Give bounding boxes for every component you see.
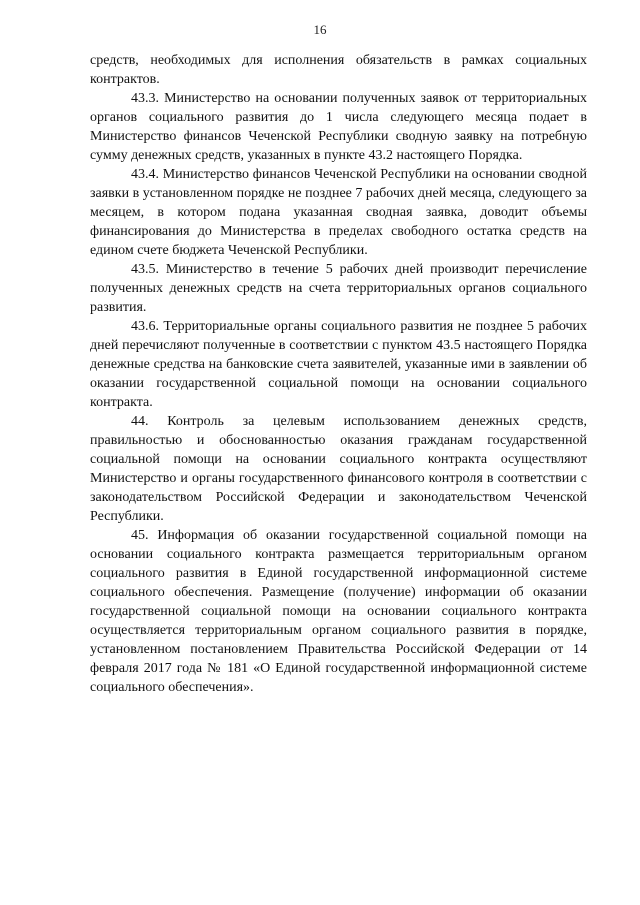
page-number: 16 xyxy=(313,22,327,37)
paragraph-continuation: средств, необходимых для исполнения обязательств в рамках социальных контрактов. xyxy=(90,53,587,87)
paragraph-43-4: 43.4. Министерство финансов Чеченской Республики на основании сводной заявки в установленном порядке не позднее 7 рабочих дней месяца, следующего за месяцем, в котором подана указанная сводная заявка, доводит объемы финансирования до Министерства в пределах свободного остатка средств на едином счете бюджета Чеченской Республики. xyxy=(90,167,587,258)
paragraph-44: 44. Контроль за целевым использованием денежных средств, правильностью и обоснованностью оказания гражданам государственной социальной помощи на основании социального контракта осуществляют Министерство и органы государственного финансового контроля в соответствии с законодательством Российской Федерации и законодательством Чеченской Республики. xyxy=(90,414,587,524)
paragraph-43-6: 43.6. Территориальные органы социального развития не позднее 5 рабочих дней перечисляют полученные в соответствии с пунктом 43.5 настоящего Порядка денежные средства на банковские счета заявителей, указанные ими в заявлении об оказании государственной социальной помощи на основании социального контракта. xyxy=(90,319,587,410)
document-body xyxy=(90,51,587,697)
paragraph-45: 45. Информация об оказании государственной социальной помощи на основании социального контракта размещается территориальным органом социального развития в Единой государственной информационной системе социального обеспечения. Размещение (получение) информации об оказании государственной социальной помощи на основании социального контракта осуществляется территориальным органом социального развития в порядке, установленном постановлением Правительства Российской Федерации от 14 февраля 2017 года № 181 «О Единой государственной информационной системе социального обеспечения». xyxy=(90,528,587,695)
paragraph-43-3: 43.3. Министерство на основании полученных заявок от территориальных органов социального развития до 1 числа следующего месяца подает в Министерство финансов Чеченской Республики сводную заявку на потребную сумму денежных средств, указанных в пункте 43.2 настоящего Порядка. xyxy=(90,91,587,163)
paragraph-43-5: 43.5. Министерство в течение 5 рабочих дней производит перечисление полученных денежных средств на счета территориальных органов социального развития. xyxy=(90,262,587,315)
